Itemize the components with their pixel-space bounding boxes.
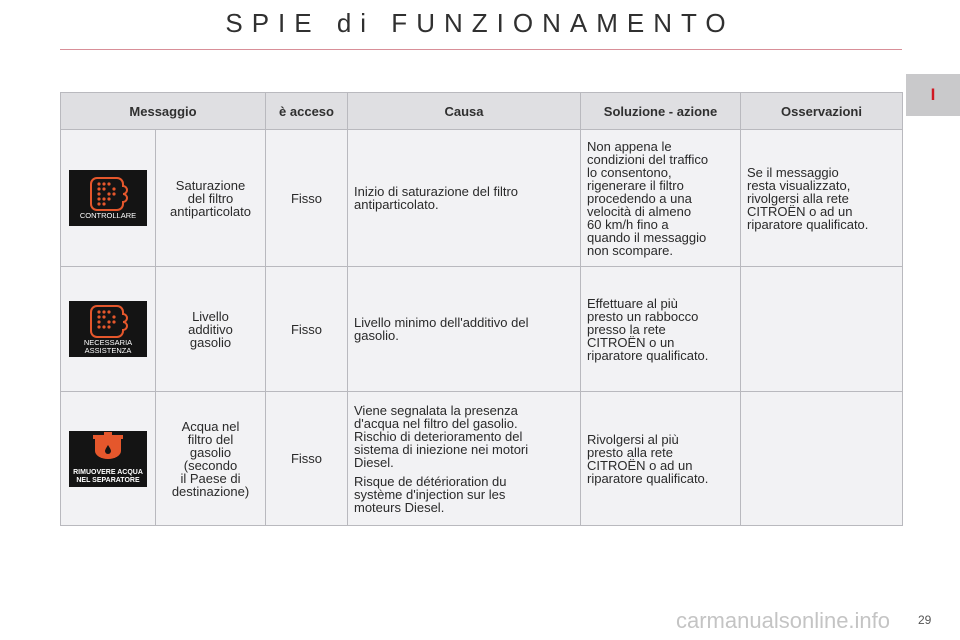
- title-divider: [60, 49, 902, 50]
- warning-lights-table: [60, 92, 903, 526]
- icon-cell: [61, 267, 156, 392]
- message-text: Saturazione del filtro antiparticolato: [170, 177, 251, 219]
- notes-text: Se il messaggio resta visualizzato, rivolgersi alla rete CITROËN o ad un riparatore qualificato.: [747, 164, 869, 232]
- message-text: Acqua nel filtro del gasolio (secondo il Paese di destinazione): [171, 418, 250, 499]
- watermark: carmanualsonline.info: [676, 608, 891, 633]
- header-causa: Causa: [348, 93, 581, 130]
- cause-cell: [348, 392, 581, 526]
- header-osservazioni: Osservazioni: [741, 93, 903, 130]
- icon-cell: [61, 392, 156, 526]
- icon-label: CONTROLLARE: [79, 211, 137, 220]
- state-text: Fisso: [290, 451, 323, 466]
- header-acceso: è acceso: [266, 93, 348, 130]
- message-text: Livello additivo gasolio: [188, 308, 233, 350]
- table-header-row: [61, 93, 903, 130]
- state-cell: [266, 392, 348, 526]
- cause-text: Viene segnalata la presenza d'acqua nel filtro del gasolio. Rischio di deterioramento del sistema di iniezione nei motori Diesel.: [354, 402, 529, 470]
- notes-cell: [741, 267, 903, 392]
- solution-cell: [581, 267, 741, 392]
- header-soluzione: Soluzione - azione: [581, 93, 741, 130]
- state-cell: [266, 130, 348, 267]
- icon-label: RIMUOVERE ACQUA NEL SEPARATORE: [73, 468, 143, 484]
- message-cell: [156, 267, 266, 392]
- state-cell: [266, 267, 348, 392]
- notes-cell: [741, 392, 903, 526]
- notes-cell: [741, 130, 903, 267]
- cause-text-french: Risque de détérioration du système d'injection sur les moteurs Diesel.: [354, 473, 507, 515]
- table-row: [61, 130, 903, 267]
- state-text: Fisso: [290, 190, 323, 206]
- solution-text: Rivolgersi al più presto alla rete CITROËN o ad un riparatore qualificato.: [587, 431, 709, 486]
- page-number: 29: [918, 613, 932, 627]
- page-title: SPIE di FUNZIONAMENTO: [225, 8, 735, 38]
- state-text: Fisso: [290, 321, 323, 337]
- icon-cell: [61, 130, 156, 267]
- table-row: [61, 392, 903, 526]
- water-in-fuel-icon: [69, 431, 147, 487]
- header-messaggio: Messaggio: [61, 93, 266, 130]
- additive-warning-icon: [69, 301, 147, 357]
- message-cell: [156, 392, 266, 526]
- cause-text: Livello minimo dell'additivo del gasolio.: [354, 315, 529, 343]
- table-row: [61, 267, 903, 392]
- solution-text: Effettuare al più presto un rabbocco presso la rete CITROËN o un riparatore qualificato.: [587, 295, 709, 363]
- solution-cell: [581, 392, 741, 526]
- icon-label: NECESSARIA ASSISTENZA: [83, 338, 133, 355]
- filter-warning-icon: [69, 170, 147, 226]
- cause-text: Inizio di saturazione del filtro antiparticolato.: [354, 184, 519, 212]
- solution-cell: [581, 130, 741, 267]
- chapter-tab[interactable]: I: [906, 74, 960, 116]
- cause-cell: [348, 130, 581, 267]
- cause-cell: [348, 267, 581, 392]
- message-cell: [156, 130, 266, 267]
- solution-text: Non appena le condizioni del traffico lo consentono, rigenerare il filtro procedendo a una velocità di almeno 60 km/h fino a quando il messaggio non scompare.: [587, 138, 709, 258]
